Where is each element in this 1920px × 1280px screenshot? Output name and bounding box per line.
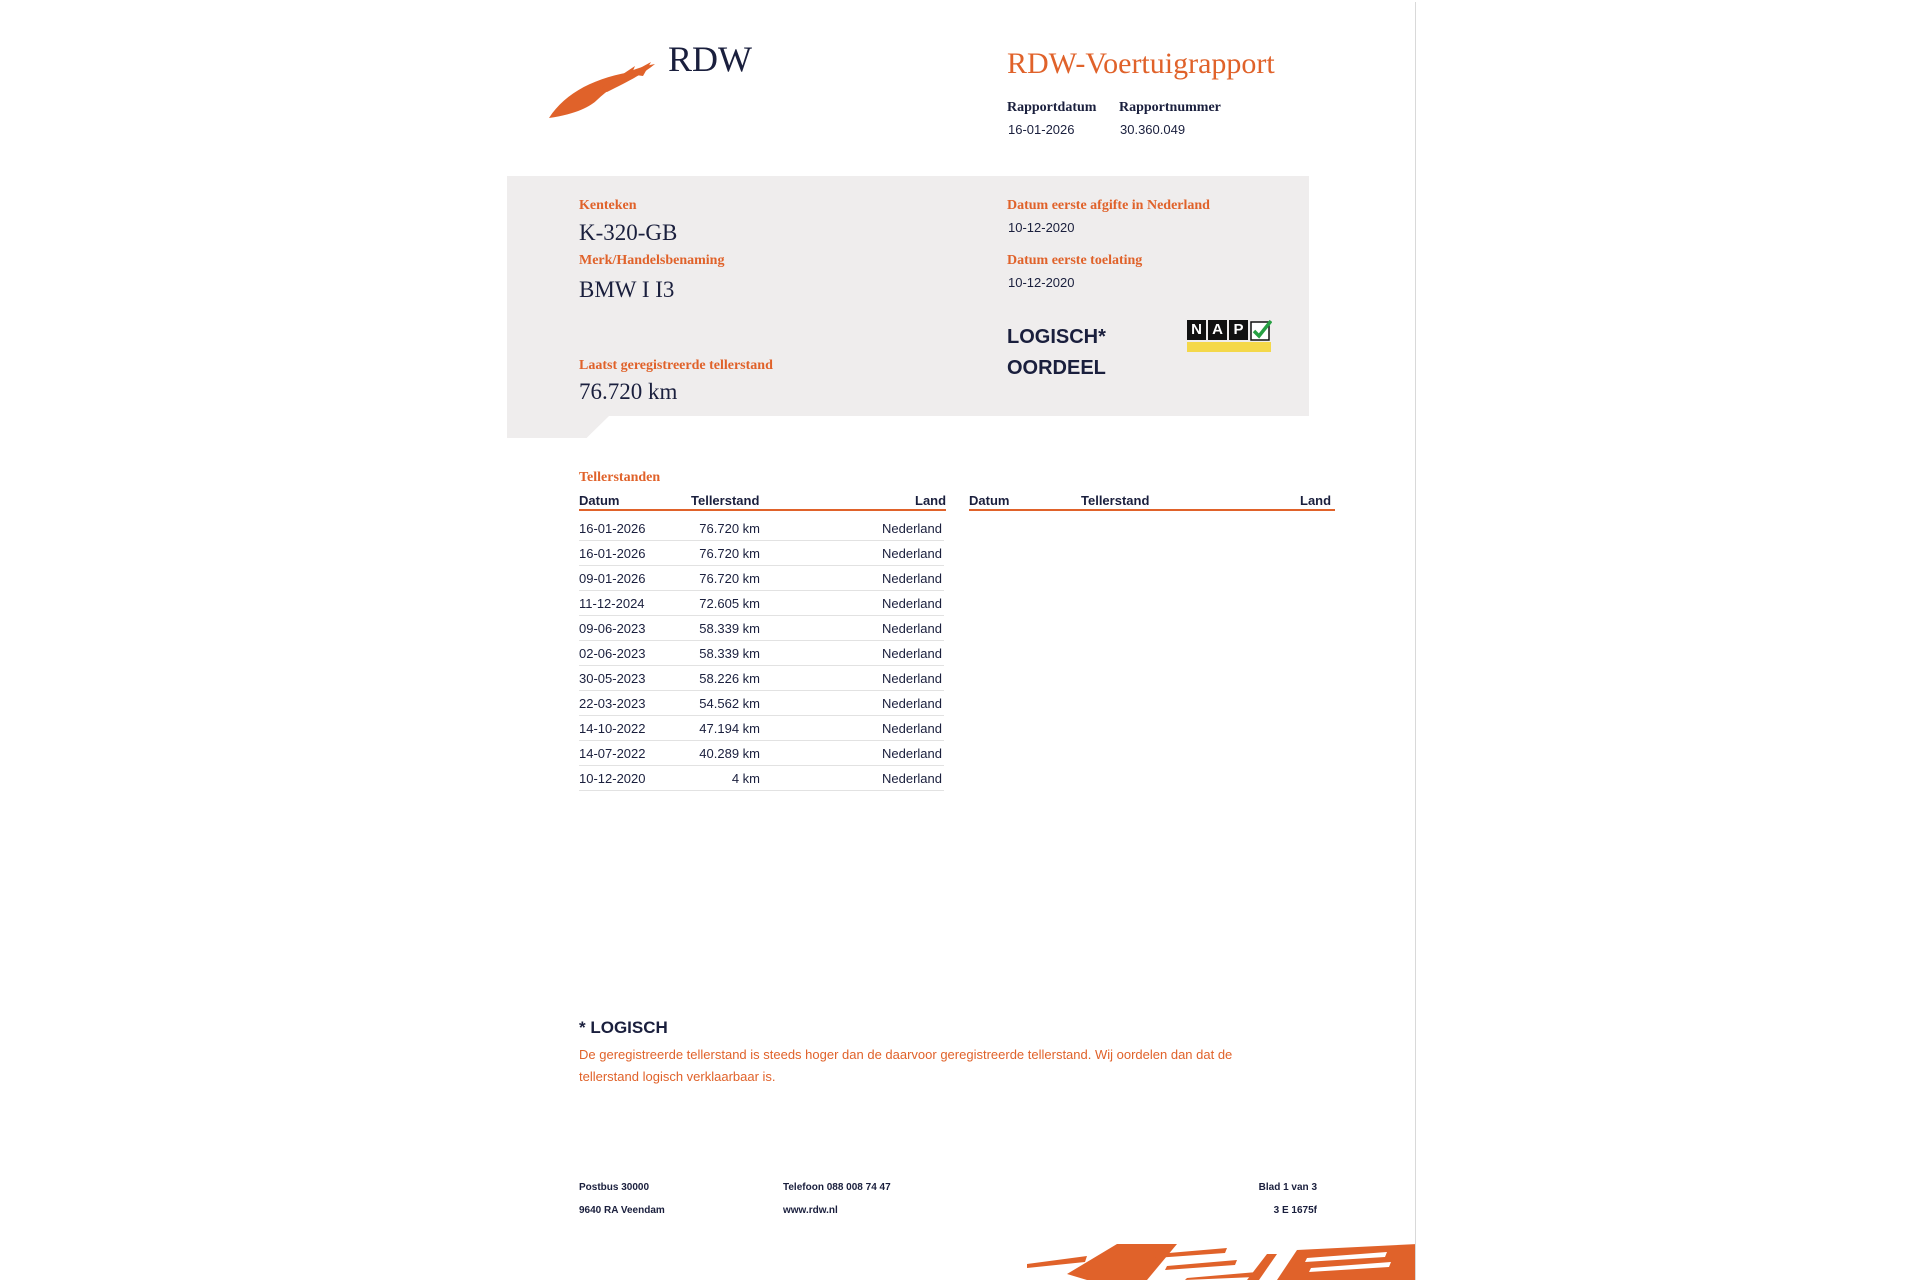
table-row — [579, 641, 944, 666]
col-header-odometer-2: Tellerstand — [1081, 493, 1150, 508]
first-admission-label: Datum eerste toelating — [1007, 253, 1143, 268]
cell-date: 30-05-2023 — [579, 671, 646, 686]
check-icon — [1250, 318, 1272, 342]
col-header-country: Land — [915, 493, 947, 508]
footnote-text: De geregistreerde tellerstand is steeds hoger dan de daarvoor geregistreerde tellerstand. Wij oordelen dan dat de tellerstand logisch verklaarbaar is. — [579, 1047, 1233, 1084]
verdict-line-1: LOGISCH* — [1007, 326, 1106, 348]
panel-tail-decoration — [507, 416, 609, 438]
table-row — [579, 516, 944, 541]
footer-phone: Telefoon 088 008 74 47 — [783, 1182, 891, 1193]
cell-date: 16-01-2026 — [579, 546, 646, 561]
cell-country: Nederland — [882, 721, 942, 736]
cell-odometer: 76.720 km — [699, 521, 760, 536]
table-row — [579, 566, 944, 591]
cell-date: 14-07-2022 — [579, 746, 646, 761]
cell-country: Nederland — [882, 621, 942, 636]
cell-country: Nederland — [882, 671, 942, 686]
cell-odometer: 58.226 km — [699, 671, 760, 686]
report-date-label: Rapportdatum — [1007, 100, 1097, 115]
report-number-label: Rapportnummer — [1119, 100, 1221, 115]
table-row — [579, 541, 944, 566]
cell-country: Nederland — [882, 521, 942, 536]
table-row — [579, 616, 944, 641]
cell-odometer: 72.605 km — [699, 596, 760, 611]
footer-city: 9640 RA Veendam — [579, 1205, 665, 1216]
cell-date: 22-03-2023 — [579, 696, 646, 711]
cell-date: 10-12-2020 — [579, 771, 646, 786]
verdict-line-2: OORDEEL — [1007, 357, 1106, 379]
report-number-value: 30.360.049 — [1120, 122, 1186, 137]
cell-odometer: 54.562 km — [699, 696, 760, 711]
table-row — [579, 691, 944, 716]
rdw-logo-icon — [547, 60, 657, 120]
make-value: BMW I I3 — [579, 277, 675, 302]
footnote-title: * LOGISCH — [579, 1018, 668, 1037]
nap-letter-a: A — [1208, 320, 1227, 340]
cell-date: 16-01-2026 — [579, 521, 646, 536]
table-header-rule-2 — [969, 509, 1335, 511]
cell-country: Nederland — [882, 546, 942, 561]
report-date-value: 16-01-2026 — [1008, 122, 1075, 137]
table-header-rule — [579, 509, 946, 511]
report-title: RDW-Voertuigrapport — [1007, 47, 1275, 80]
page-right-border — [1415, 2, 1416, 1280]
verdict — [1007, 322, 1106, 384]
plate-value: K-320-GB — [579, 220, 678, 245]
col-header-date: Datum — [579, 493, 620, 508]
table-row — [579, 591, 944, 616]
cell-country: Nederland — [882, 596, 942, 611]
plate-label: Kenteken — [579, 198, 637, 213]
table-row — [579, 716, 944, 741]
table-row — [579, 741, 944, 766]
nap-letter-p: P — [1229, 320, 1248, 340]
odometer-value: 76.720 km — [579, 379, 678, 404]
cell-country: Nederland — [882, 696, 942, 711]
cell-odometer: 76.720 km — [699, 571, 760, 586]
cell-odometer: 40.289 km — [699, 746, 760, 761]
footer-postbus: Postbus 30000 — [579, 1182, 650, 1193]
first-registration-nl-label: Datum eerste afgifte in Nederland — [1007, 198, 1210, 213]
cell-country: Nederland — [882, 746, 942, 761]
brand-name: RDW — [668, 39, 752, 79]
nap-yellow-bar — [1187, 342, 1271, 352]
vehicle-info-panel — [507, 176, 1309, 416]
footer-page-number: Blad 1 van 3 — [1258, 1182, 1317, 1193]
cell-odometer: 4 km — [731, 771, 760, 786]
cell-country: Nederland — [882, 771, 942, 786]
report-page — [507, 0, 1415, 1280]
col-header-country-2: Land — [1300, 493, 1332, 508]
footer-stripes-decoration — [1027, 1244, 1415, 1280]
col-header-date-2: Datum — [969, 493, 1010, 508]
table-row — [579, 766, 944, 791]
readings-table — [579, 516, 944, 791]
cell-odometer: 58.339 km — [699, 646, 760, 661]
cell-odometer: 76.720 km — [699, 546, 760, 561]
cell-date: 02-06-2023 — [579, 646, 646, 661]
make-label: Merk/Handelsbenaming — [579, 253, 725, 268]
cell-date: 09-06-2023 — [579, 621, 646, 636]
cell-date: 11-12-2024 — [579, 596, 645, 611]
odometer-label: Laatst geregistreerde tellerstand — [579, 358, 773, 373]
first-admission-value: 10-12-2020 — [1008, 275, 1075, 290]
cell-odometer: 47.194 km — [699, 721, 760, 736]
table-row — [579, 666, 944, 691]
footer-website: www.rdw.nl — [783, 1205, 838, 1216]
cell-date: 09-01-2026 — [579, 571, 646, 586]
cell-date: 14-10-2022 — [579, 721, 646, 736]
col-header-odometer: Tellerstand — [691, 493, 760, 508]
footer-code: 3 E 1675f — [1273, 1205, 1317, 1216]
nap-logo — [1187, 318, 1271, 352]
cell-country: Nederland — [882, 646, 942, 661]
cell-odometer: 58.339 km — [699, 621, 760, 636]
nap-letter-n: N — [1187, 320, 1206, 340]
cell-country: Nederland — [882, 571, 942, 586]
first-registration-nl-value: 10-12-2020 — [1008, 220, 1075, 235]
readings-title: Tellerstanden — [579, 470, 661, 485]
